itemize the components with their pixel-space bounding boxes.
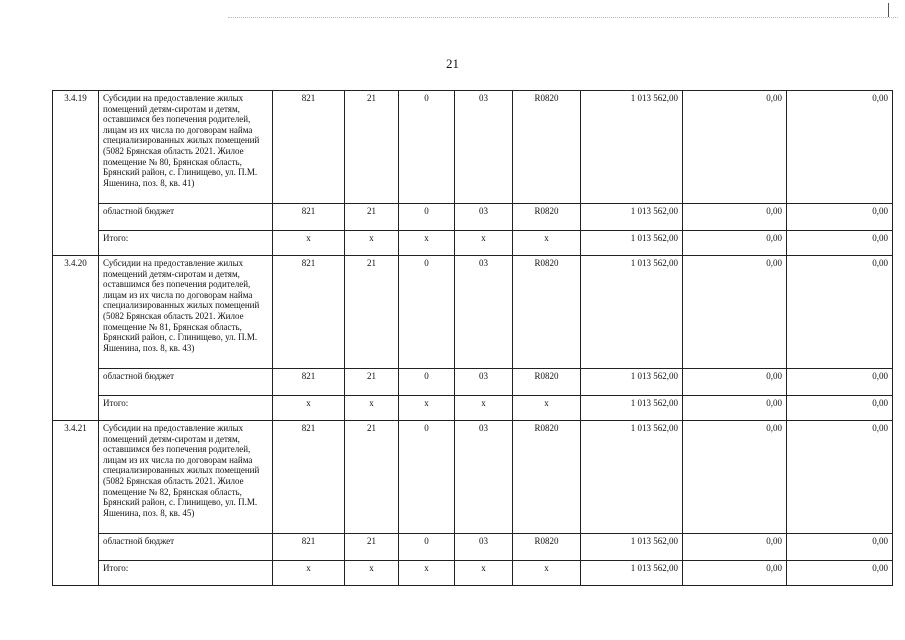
section-budget-row	[53, 369, 893, 396]
table-body	[53, 91, 893, 586]
amount-year-2: 0,00	[683, 369, 787, 396]
code-admin: 821	[273, 91, 345, 204]
code-section: x	[345, 231, 399, 256]
amount-year-1: 1 013 562,00	[581, 91, 683, 204]
section-description: Субсидии на предоставление жилых помещений детям-сиротам и детям, оставшимся без попечения родителей, лицам из их числа по договорам найма специализированных жилых помещений (5082 Брянская область 2021. Жилое помещение № 80, Брянская область, Брянский район, с. Глинищево, ул. П.М. Яшенина, поз. 8, кв. 41)	[103, 93, 260, 188]
section-budget-row	[53, 534, 893, 561]
code-target: R0820	[513, 421, 581, 534]
code-program: 03	[455, 91, 513, 204]
code-section: 21	[345, 534, 399, 561]
amount-year-1: 1 013 562,00	[581, 256, 683, 369]
code-subsection: x	[399, 561, 455, 586]
code-program: 03	[455, 256, 513, 369]
budget-label: областной бюджет	[99, 534, 273, 561]
amount-year-2: 0,00	[683, 204, 787, 231]
code-section: 21	[345, 204, 399, 231]
amount-year-1: 1 013 562,00	[581, 534, 683, 561]
amount-year-2: 0,00	[683, 91, 787, 204]
section-number: 3.4.21	[53, 421, 99, 586]
code-admin: 821	[273, 256, 345, 369]
code-subsection: 0	[399, 256, 455, 369]
section-description: Субсидии на предоставление жилых помещений детям-сиротам и детям, оставшимся без попечения родителей, лицам из их числа по договорам найма специализированных жилых помещений (5082 Брянская область 2021. Жилое помещение № 81, Брянская область, Брянский район, с. Глинищево, ул. П.М. Яшенина, поз. 8, кв. 43)	[103, 258, 260, 353]
amount-year-1: 1 013 562,00	[581, 369, 683, 396]
code-target: R0820	[513, 369, 581, 396]
code-admin: 821	[273, 534, 345, 561]
code-target: x	[513, 396, 581, 421]
section-main-row	[53, 256, 893, 369]
total-label: Итого:	[99, 396, 273, 421]
amount-year-3: 0,00	[787, 561, 893, 586]
amount-year-2: 0,00	[683, 396, 787, 421]
amount-year-3: 0,00	[787, 204, 893, 231]
code-section: 21	[345, 256, 399, 369]
section-total-row	[53, 396, 893, 421]
amount-year-3: 0,00	[787, 396, 893, 421]
scan-edge-mark	[888, 3, 889, 17]
amount-year-3: 0,00	[787, 231, 893, 256]
code-admin: x	[273, 396, 345, 421]
code-program: x	[455, 396, 513, 421]
section-total-row	[53, 561, 893, 586]
code-target: R0820	[513, 204, 581, 231]
code-program: x	[455, 231, 513, 256]
description-cell	[99, 421, 273, 534]
code-subsection: 0	[399, 421, 455, 534]
code-subsection: 0	[399, 91, 455, 204]
code-program: 03	[455, 369, 513, 396]
amount-year-1: 1 013 562,00	[581, 561, 683, 586]
code-target: x	[513, 561, 581, 586]
amount-year-3: 0,00	[787, 256, 893, 369]
code-admin: x	[273, 231, 345, 256]
code-subsection: x	[399, 396, 455, 421]
section-main-row	[53, 421, 893, 534]
amount-year-3: 0,00	[787, 534, 893, 561]
amount-year-2: 0,00	[683, 256, 787, 369]
section-number: 3.4.20	[53, 256, 99, 421]
amount-year-1: 1 013 562,00	[581, 421, 683, 534]
amount-year-3: 0,00	[787, 421, 893, 534]
amount-year-1: 1 013 562,00	[581, 204, 683, 231]
amount-year-2: 0,00	[683, 421, 787, 534]
amount-year-3: 0,00	[787, 369, 893, 396]
code-section: 21	[345, 91, 399, 204]
code-program: 03	[455, 534, 513, 561]
code-subsection: x	[399, 231, 455, 256]
budget-label: областной бюджет	[99, 204, 273, 231]
description-cell	[99, 91, 273, 204]
amount-year-2: 0,00	[683, 534, 787, 561]
code-program: 03	[455, 204, 513, 231]
section-number: 3.4.19	[53, 91, 99, 256]
amount-year-3: 0,00	[787, 91, 893, 204]
code-subsection: 0	[399, 534, 455, 561]
total-label: Итого:	[99, 561, 273, 586]
code-admin: 821	[273, 204, 345, 231]
code-program: 03	[455, 421, 513, 534]
amount-year-1: 1 013 562,00	[581, 396, 683, 421]
section-budget-row	[53, 204, 893, 231]
section-total-row	[53, 231, 893, 256]
section-main-row	[53, 91, 893, 204]
code-target: R0820	[513, 91, 581, 204]
code-admin: x	[273, 561, 345, 586]
code-admin: 821	[273, 421, 345, 534]
budget-table	[52, 90, 893, 586]
code-section: 21	[345, 369, 399, 396]
code-section: x	[345, 561, 399, 586]
code-target: R0820	[513, 534, 581, 561]
amount-year-2: 0,00	[683, 561, 787, 586]
code-subsection: 0	[399, 204, 455, 231]
scan-artifact-line	[228, 17, 898, 18]
page-number: 21	[446, 56, 459, 71]
code-admin: 821	[273, 369, 345, 396]
code-section: 21	[345, 421, 399, 534]
amount-year-1: 1 013 562,00	[581, 231, 683, 256]
amount-year-2: 0,00	[683, 231, 787, 256]
code-target: x	[513, 231, 581, 256]
code-program: x	[455, 561, 513, 586]
description-cell	[99, 256, 273, 369]
code-target: R0820	[513, 256, 581, 369]
code-subsection: 0	[399, 369, 455, 396]
section-description: Субсидии на предоставление жилых помещений детям-сиротам и детям, оставшимся без попечения родителей, лицам из их числа по договорам найма специализированных жилых помещений (5082 Брянская область 2021. Жилое помещение № 82, Брянская область, Брянский район, с. Глинищево, ул. П.М. Яшенина, поз. 8, кв. 45)	[103, 423, 260, 518]
budget-label: областной бюджет	[99, 369, 273, 396]
code-section: x	[345, 396, 399, 421]
total-label: Итого:	[99, 231, 273, 256]
